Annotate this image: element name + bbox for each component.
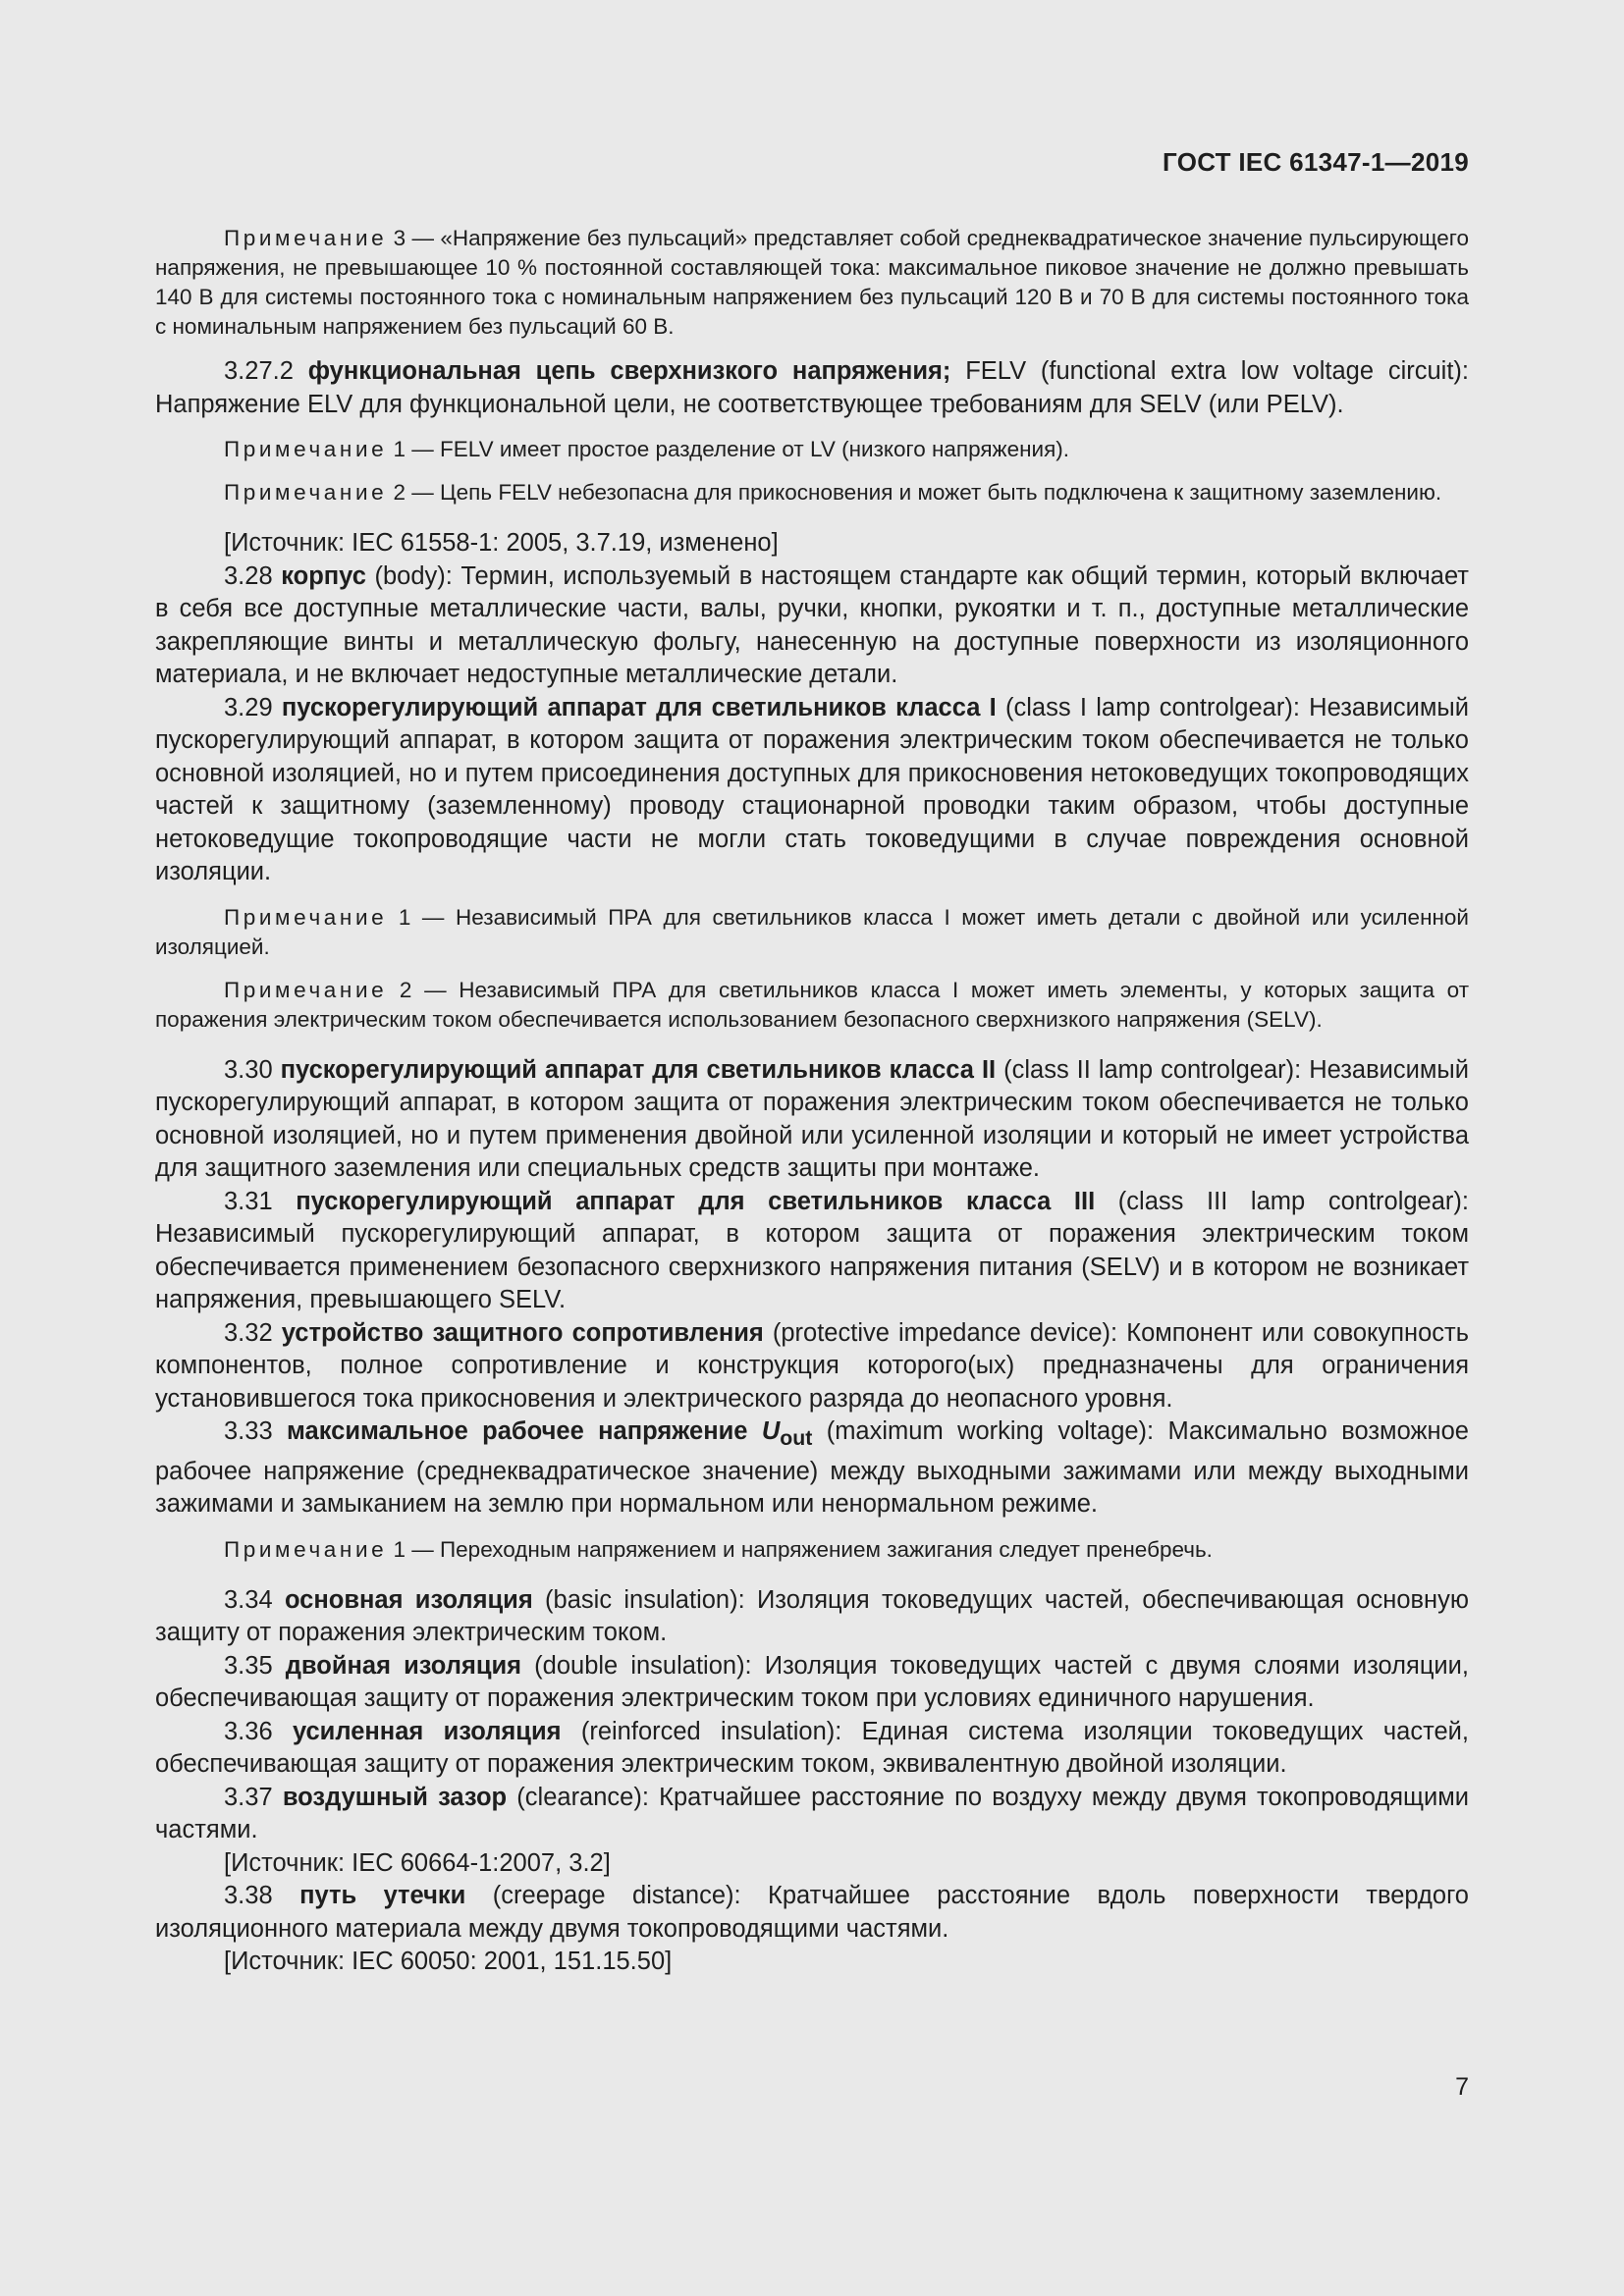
note-text: 1 — Независимый ПРА для светильников класса I может иметь детали с двойной или усиленной изоляцией. (155, 904, 1469, 959)
term-number: 3.29 (224, 693, 273, 721)
term-title: корпус (281, 561, 366, 590)
term-title: функциональная цепь сверхнизкого напряжения; (307, 357, 951, 385)
note-label: Примечание (224, 437, 388, 461)
source-reference (155, 1847, 1469, 1881)
term-title: путь утечки (299, 1882, 466, 1910)
symbol-subscript: out (780, 1426, 813, 1451)
note-label: Примечание (224, 904, 388, 930)
term-description: (basic insulation): Изоляция токоведущих частей, обеспечивающая основную защиту от поражения электрическим током. (155, 1585, 1470, 1647)
term-definition (155, 1650, 1469, 1716)
term-number: 3.36 (224, 1717, 273, 1745)
term-definition (155, 355, 1469, 421)
term-description: (creepage distance): Кратчайшее расстояние вдоль поверхности твердого изоляционного материала между двумя токопроводящими частями. (155, 1882, 1469, 1943)
term-number: 3.38 (224, 1882, 273, 1910)
source-reference (155, 527, 1469, 561)
term-number: 3.33 (224, 1417, 273, 1445)
note-text: 1 — FELV имеет простое разделение от LV (низкого напряжения). (387, 437, 1070, 461)
note-text: 2 — Цепь FELV небезопасна для прикосновения и может быть подключена к защитному заземлению. (387, 480, 1442, 505)
term-number: 3.37 (224, 1783, 273, 1811)
source-text: [Источник: IEC 60664-1:2007, 3.2] (224, 1848, 611, 1877)
page-number: 7 (1455, 2073, 1469, 2101)
term-title: максимальное рабочее напряжение (287, 1417, 748, 1445)
term-title: пускорегулирующий аппарат для светильников класса III (296, 1187, 1096, 1215)
source-reference (155, 1946, 1469, 1979)
term-definition (155, 692, 1469, 889)
source-text: [Источник: IEC 61558-1: 2005, 3.7.19, изменено] (224, 529, 779, 557)
term-description: (class II lamp controlgear): Независимый пускорегулирующий аппарат, в котором защита от поражения электрическим током обеспечивается не только основной изоляцией, но и путем применения двойной или усиленной изоляции и который не имеет устройства для защитного заземления или специальных средств защиты при монтаже. (155, 1055, 1469, 1182)
term-symbol (761, 1417, 813, 1451)
term-definition (155, 1716, 1469, 1782)
term-number: 3.34 (224, 1585, 273, 1614)
note-label: Примечание (224, 977, 388, 1002)
term-definition (155, 561, 1469, 692)
term-number: 3.28 (224, 561, 273, 590)
term-number: 3.30 (224, 1055, 273, 1084)
page-body (155, 224, 1469, 1979)
term-number: 3.31 (224, 1187, 273, 1215)
note-paragraph (155, 435, 1469, 464)
term-description: (class I lamp controlgear): Независимый пускорегулирующий аппарат, в котором защита от поражения электрическим током обеспечивается не только основной изоляцией, но и путем присоединения доступных для прикосновения нетоковедущих токопроводящих частей к защитному (заземленному) проводу стационарной проводки таким образом, чтобы доступные нетоковедущие токопроводящие части не могли стать токоведущими в случае повреждения основной изоляции. (155, 693, 1469, 885)
document-code: ГОСТ IEC 61347-1—2019 (1163, 147, 1469, 177)
term-title: пускорегулирующий аппарат для светильников класса II (280, 1055, 997, 1084)
term-number: 3.27.2 (224, 357, 294, 385)
term-description: FELV (functional extra low voltage circuit): Напряжение ELV для функциональной цели, не соответствующее требованиям для SELV (или PELV). (155, 357, 1470, 418)
term-title: пускорегулирующий аппарат для светильников класса I (281, 693, 997, 721)
symbol-letter: U (761, 1417, 781, 1445)
term-definition (155, 1317, 1469, 1416)
term-description: (protective impedance device): Компонент или совокупность компонентов, полное сопротивление и конструкция которого(ых) предназначены для ограничения установившегося тока прикосновения и электрического разряда до неопасного уровня. (155, 1318, 1469, 1413)
note-label: Примечание (224, 480, 388, 505)
term-definition (155, 1584, 1469, 1650)
term-description: (double insulation): Изоляция токоведущих частей с двумя слоями изоляции, обеспечивающая защиту от поражения электрическим током при условиях единичного нарушения. (155, 1651, 1469, 1713)
note-text: 1 — Переходным напряжением и напряжением зажигания следует пренебречь. (387, 1536, 1213, 1562)
note-text: 3 — «Напряжение без пульсаций» представляет собой среднеквадратическое значение пульсирующего напряжения, не превышающее 10 % постоянной составляющей тока: максимальное пиковое значение не должно превышать 140 В для системы постоянного тока с номинальным напряжением без пульсаций 120 В и 70 В для системы постоянного тока с номинальным напряжением без пульсаций 60 В. (155, 226, 1469, 339)
source-text: [Источник: IEC 60050: 2001, 151.15.50] (224, 1948, 673, 1976)
term-number: 3.35 (224, 1651, 273, 1680)
term-definition (155, 1880, 1469, 1946)
term-title: двойная изоляция (285, 1651, 522, 1680)
term-description: (clearance): Кратчайшее расстояние по воздуху между двумя токопроводящими частями. (155, 1783, 1470, 1844)
term-definition (155, 1186, 1469, 1317)
note-paragraph (155, 976, 1469, 1035)
term-description: (body): Термин, используемый в настоящем стандарте как общий термин, который включает в себя все доступные металлические части, валы, ручки, кнопки, рукоятки и т. п., доступные металлические закрепляющие винты и металлическую фольгу, нанесенную на доступные поверхности из изоляционного материала, и не включает недоступные металлические детали. (155, 561, 1469, 688)
note-paragraph (155, 224, 1469, 342)
term-title: усиленная изоляция (292, 1717, 562, 1745)
term-description: (reinforced insulation): Единая система изоляции токоведущих частей, обеспечивающая защиту от поражения электрическим током, эквивалентную двойной изоляции. (155, 1717, 1469, 1779)
term-definition (155, 1415, 1469, 1522)
note-paragraph (155, 1535, 1469, 1565)
term-title: устройство защитного сопротивления (281, 1318, 764, 1347)
note-label: Примечание (224, 1536, 388, 1562)
note-paragraph (155, 478, 1469, 507)
term-description: (class III lamp controlgear): Независимый пускорегулирующий аппарат, в котором защита от поражения электрическим током обеспечивается применением безопасного сверхнизкого напряжения питания (SELV) и в котором не возникает напряжения, превышающего SELV. (155, 1187, 1469, 1313)
term-number: 3.32 (224, 1318, 273, 1347)
term-title: воздушный зазор (282, 1783, 508, 1811)
note-label: Примечание (224, 226, 388, 250)
note-paragraph (155, 903, 1469, 962)
term-definition (155, 1054, 1469, 1186)
term-title: основная изоляция (284, 1585, 533, 1614)
term-definition (155, 1782, 1469, 1847)
note-text: 2 — Независимый ПРА для светильников класса I может иметь элементы, у которых защита от поражения электрическим током обеспечивается использованием безопасного сверхнизкого напряжения (SELV). (155, 977, 1469, 1032)
term-description: (maximum working voltage): Максимально возможное рабочее напряжение (среднеквадратическое значение) между выходными зажимами или между выходными зажимами и замыканием на землю при нормальном или ненормальном режиме. (155, 1417, 1469, 1519)
